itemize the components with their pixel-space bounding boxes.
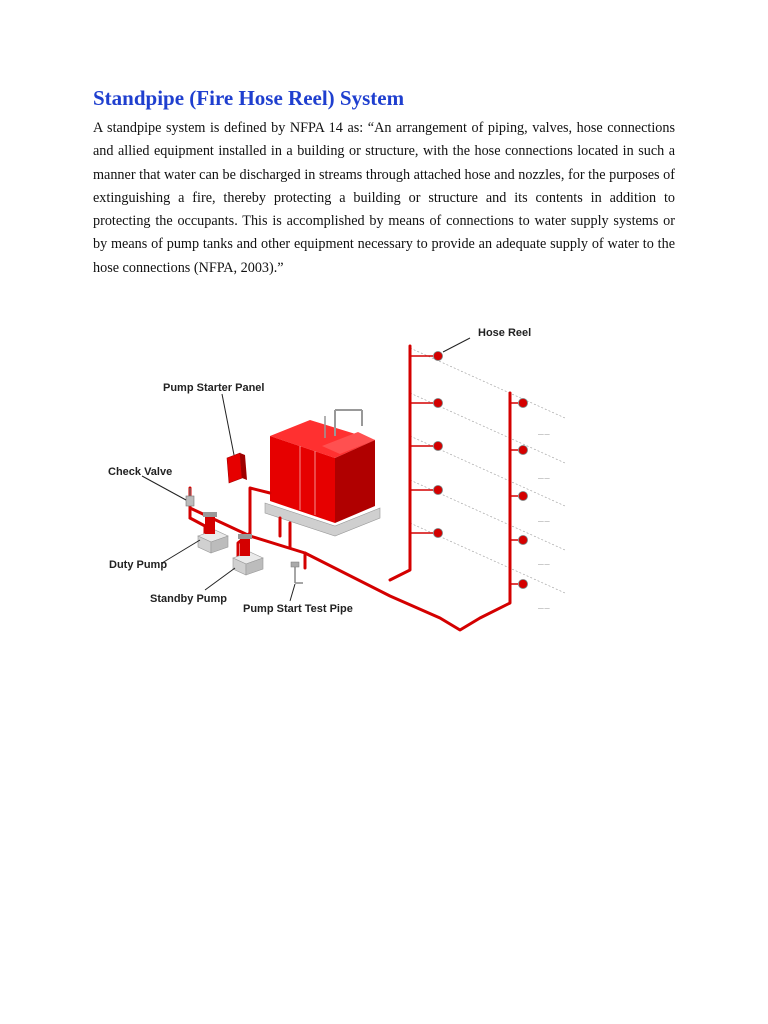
- label-check-valve: Check Valve: [108, 466, 173, 478]
- hose-reel-icon: [434, 399, 443, 408]
- svg-text:—·—: —·—: [538, 432, 550, 438]
- hose-reel-icon: [519, 446, 528, 455]
- hose-reel-icon: [519, 536, 528, 545]
- svg-text:—·—: —·—: [538, 476, 550, 482]
- hose-reels-right-riser: [519, 399, 528, 589]
- svg-text:—·—: —·—: [538, 562, 550, 568]
- floor-lines: [410, 348, 565, 593]
- water-tank: [265, 410, 380, 536]
- hose-reel-icon: [434, 352, 443, 361]
- pump-start-test-pipe: [291, 562, 303, 583]
- label-standby-pump: Standby Pump: [150, 593, 228, 605]
- check-valve: [186, 488, 194, 506]
- label-duty-pump: Duty Pump: [109, 559, 168, 571]
- duty-pump: [198, 512, 228, 553]
- pump-starter-panel: [227, 453, 247, 483]
- label-pump-starter-panel: Pump Starter Panel: [163, 382, 265, 394]
- hose-reel-icon: [434, 442, 443, 451]
- hose-reel-icon: [519, 580, 528, 589]
- label-hose-reel: Hose Reel: [478, 327, 532, 339]
- label-pump-start-test-pipe: Pump Start Test Pipe: [243, 603, 353, 615]
- hose-reel-icon: [434, 529, 443, 538]
- svg-text:—·—: —·—: [538, 519, 550, 525]
- hose-reel-icon: [434, 486, 443, 495]
- hose-reels-left-riser: [434, 352, 443, 538]
- hose-reel-icon: [519, 399, 528, 408]
- body-paragraph: A standpipe system is defined by NFPA 14 as: “An arrangement of piping, valves, hose connections and allied equipment installed in a building or structure, with the hose connections located in such a manner that water can be discharged in streams through attached hose and nozzles, for the purposes of extinguishing a fire, thereby protecting a building or structure and its contents in addition to protecting the occupants. This is accomplished by means of connections to water supply systems or by means of pump tanks and other equipment necessary to provide an adequate supply of water to the hose connections (NFPA, 2003).”: [93, 120, 675, 276]
- svg-text:—·—: —·—: [538, 606, 550, 612]
- hose-reel-icon: [519, 492, 528, 501]
- dimension-marks: [538, 432, 550, 612]
- page-title: Standpipe (Fire Hose Reel) System: [93, 86, 405, 110]
- standpipe-system-diagram: [100, 318, 570, 648]
